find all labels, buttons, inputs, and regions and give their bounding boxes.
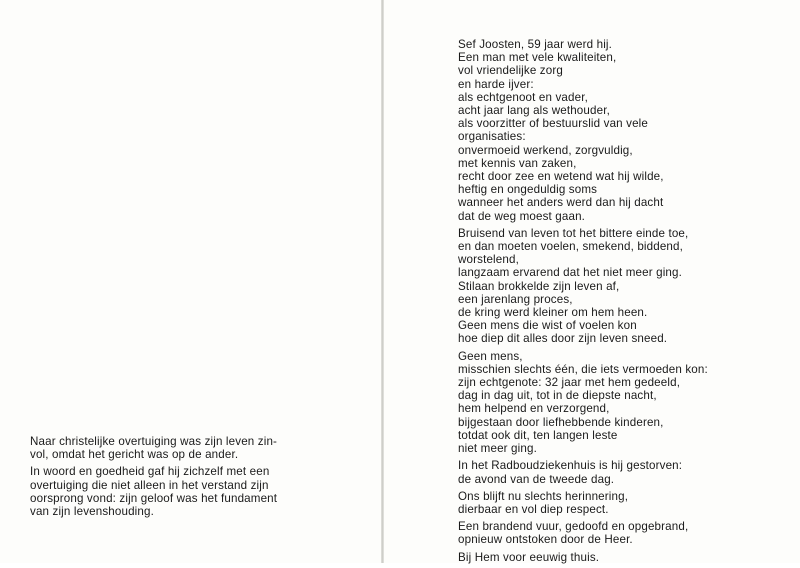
poem-line: hoe diep dit alles door zijn leven sneed. xyxy=(458,332,668,346)
text-line: Naar christelijke overtuiging was zijn leven zin- xyxy=(30,435,278,448)
poem-line: met kennis van zaken, xyxy=(458,156,577,170)
poem-line: niet meer ging. xyxy=(458,442,537,456)
poem-line: organisaties: xyxy=(458,130,526,144)
poem-line: Bij Hem voor eeuwig thuis. xyxy=(458,550,600,564)
left-text-block xyxy=(30,435,375,522)
poem-line: Sef Joosten, 59 jaar werd hij. xyxy=(458,38,613,51)
text-line: vol, omdat het gericht was op de ander. xyxy=(30,448,239,462)
poem-line: dag in dag uit, tot in de diepste nacht, xyxy=(458,389,657,403)
poem-line: en harde ijver: xyxy=(458,77,534,91)
poem-line: de kring werd kleiner om hem heen. xyxy=(458,306,648,320)
text-line: oorsprong vond: zijn geloof was het fundament xyxy=(30,491,278,505)
poem-line: acht jaar lang als wethouder, xyxy=(458,104,610,118)
poem-line: Bruisend van leven tot het bittere einde toe, xyxy=(458,226,689,240)
poem-stanza-7 xyxy=(458,551,793,564)
poem-line: Geen mens die wist of voelen kon xyxy=(458,319,637,333)
poem-line: opnieuw ontstoken door de Heer. xyxy=(458,533,633,547)
poem-line: Een brandend vuur, gedoofd en opgebrand, xyxy=(458,520,689,534)
left-page xyxy=(0,0,382,563)
poem-text-block xyxy=(458,38,793,568)
poem-line: onvermoeid werkend, zorgvuldig, xyxy=(458,143,633,157)
poem-stanza-4 xyxy=(458,459,793,485)
poem-line: misschien slechts één, die iets vermoeden kon: xyxy=(458,362,708,376)
poem-line: als voorzitter of bestuurslid van vele xyxy=(458,117,648,131)
poem-line: langzaam ervarend dat het niet meer ging. xyxy=(458,266,682,280)
poem-line: een jarenlang proces, xyxy=(458,292,573,306)
text-line: overtuiging die niet alleen in het verstand zijn xyxy=(30,478,269,492)
poem-line: Ons blijft nu slechts herinnering, xyxy=(458,489,629,503)
poem-line: In het Radboudziekenhuis is hij gestorven: xyxy=(458,459,683,473)
poem-stanza-5 xyxy=(458,490,793,516)
poem-line: zijn echtgenote: 32 jaar met hem gedeeld, xyxy=(458,376,681,390)
poem-line: vol vriendelijke zorg xyxy=(458,64,563,78)
poem-stanza-3 xyxy=(458,350,793,456)
poem-line: de avond van de tweede dag. xyxy=(458,472,615,486)
left-paragraph-2 xyxy=(30,465,375,518)
poem-line: bijgestaan door liefhebbende kinderen, xyxy=(458,415,664,429)
poem-line: recht door zee en wetend wat hij wilde, xyxy=(458,170,664,184)
text-line: In woord en goedheid gaf hij zichzelf met een xyxy=(30,465,270,479)
poem-line: dierbaar en vol diep respect. xyxy=(458,502,609,516)
poem-line: dat de weg moest gaan. xyxy=(458,209,586,223)
poem-line: Stilaan brokkelde zijn leven af, xyxy=(458,279,620,293)
text-line: van zijn levenshouding. xyxy=(30,505,154,519)
left-paragraph-1 xyxy=(30,435,375,461)
poem-line: Geen mens, xyxy=(458,349,523,363)
poem-line: worstelend, xyxy=(458,253,519,267)
poem-line: Een man met vele kwaliteiten, xyxy=(458,51,617,65)
poem-line: hem helpend en verzorgend, xyxy=(458,402,610,416)
poem-stanza-6 xyxy=(458,520,793,546)
poem-stanza-1 xyxy=(458,38,793,223)
poem-line: totdat ook dit, ten langen leste xyxy=(458,428,618,442)
poem-line: als echtgenoot en vader, xyxy=(458,90,588,104)
poem-line: en dan moeten voelen, smekend, biddend, xyxy=(458,240,683,254)
poem-line: wanneer het anders werd dan hij dacht xyxy=(458,196,664,210)
poem-line: heftig en ongeduldig soms xyxy=(458,183,598,197)
poem-stanza-2 xyxy=(458,227,793,346)
